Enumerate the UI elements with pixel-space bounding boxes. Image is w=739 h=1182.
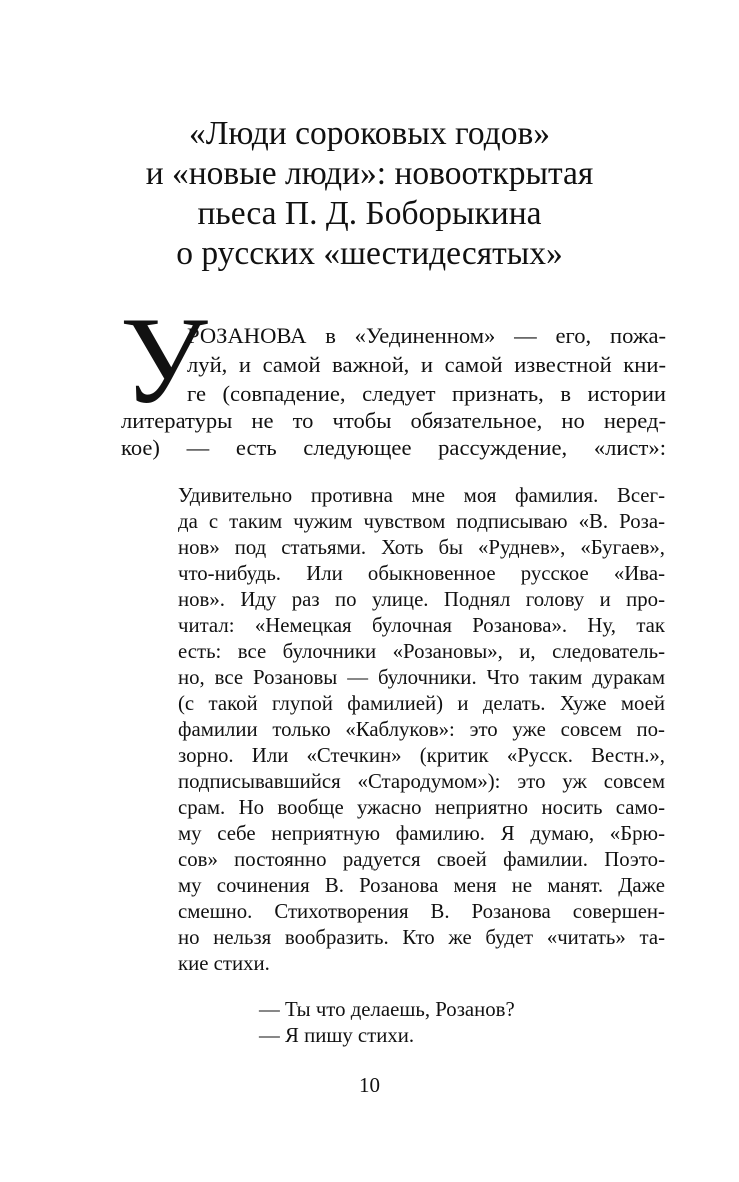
quote-line: Удивительно противна мне моя фамилия. Всег- — [178, 484, 665, 507]
quote-line: но нельзя вообразить. Кто же будет «читать» та- — [178, 926, 665, 949]
quote-line: му себе неприятную фамилию. Я думаю, «Брю- — [178, 822, 665, 845]
intro-line: РОЗАНОВА в «Уединенном» — его, пожа- — [187, 323, 666, 348]
quote-line: зорно. Или «Стечкин» (критик «Русск. Вестн.», — [178, 744, 665, 767]
quote-line: да с таким чужим чувством подписываю «В. Роза- — [178, 510, 665, 533]
quote-line: есть: все булочники «Розановы», и, следователь- — [178, 640, 665, 663]
quote-line: сов» постоянно радуется своей фамилии. Поэто- — [178, 848, 665, 871]
quote-line: читал: «Немецкая булочная Розанова». Ну, так — [178, 614, 665, 637]
chapter-title — [0, 114, 739, 274]
quote-line: (с такой глупой фамилией) и делать. Хуже моей — [178, 692, 665, 715]
intro-line: луй, и самой важной, и самой известной кни- — [187, 352, 666, 377]
quote-line: срам. Но вообще ужасно неприятно носить само- — [178, 796, 665, 819]
quote-line: что-нибудь. Или обыкновенное русское «Ива- — [178, 562, 665, 585]
title-line: о русских «шестидесятых» — [176, 235, 563, 272]
quote-line: подписывавшийся «Стародумом»): это уж совсем — [178, 770, 665, 793]
intro-line: кое) — есть следующее рассуждение, «лист»: — [121, 435, 666, 460]
page-number: 10 — [359, 1073, 380, 1097]
intro-line: литературы не то чтобы обязательное, но неред- — [121, 408, 666, 433]
quote-line: нов». Иду раз по улице. Поднял голову и про- — [178, 588, 665, 611]
drop-cap: У — [120, 292, 208, 429]
quote-line: фамилии только «Каблуков»: это уже совсем по- — [178, 718, 665, 741]
quote-line: му сочинения В. Розанова меня не манят. Даже — [178, 874, 665, 897]
quote-line: но, все Розановы — булочники. Что таким дуракам — [178, 666, 665, 689]
quote-line: нов» под статьями. Хоть бы «Руднев», «Бугаев», — [178, 536, 665, 559]
title-line: и «новые люди»: новооткрытая — [145, 155, 594, 192]
quote-line: кие стихи. — [178, 952, 270, 975]
title-line: «Люди сороковых годов» — [188, 115, 551, 152]
dialogue-line: — Ты что делаешь, Розанов? — [259, 998, 515, 1021]
title-line: пьеса П. Д. Боборыкина — [197, 195, 542, 232]
intro-line: ге (совпадение, следует признать, в истории — [187, 381, 666, 406]
quote-line: смешно. Стихотворения В. Розанова совершен- — [178, 900, 665, 923]
dialogue-line: — Я пишу стихи. — [259, 1024, 415, 1047]
